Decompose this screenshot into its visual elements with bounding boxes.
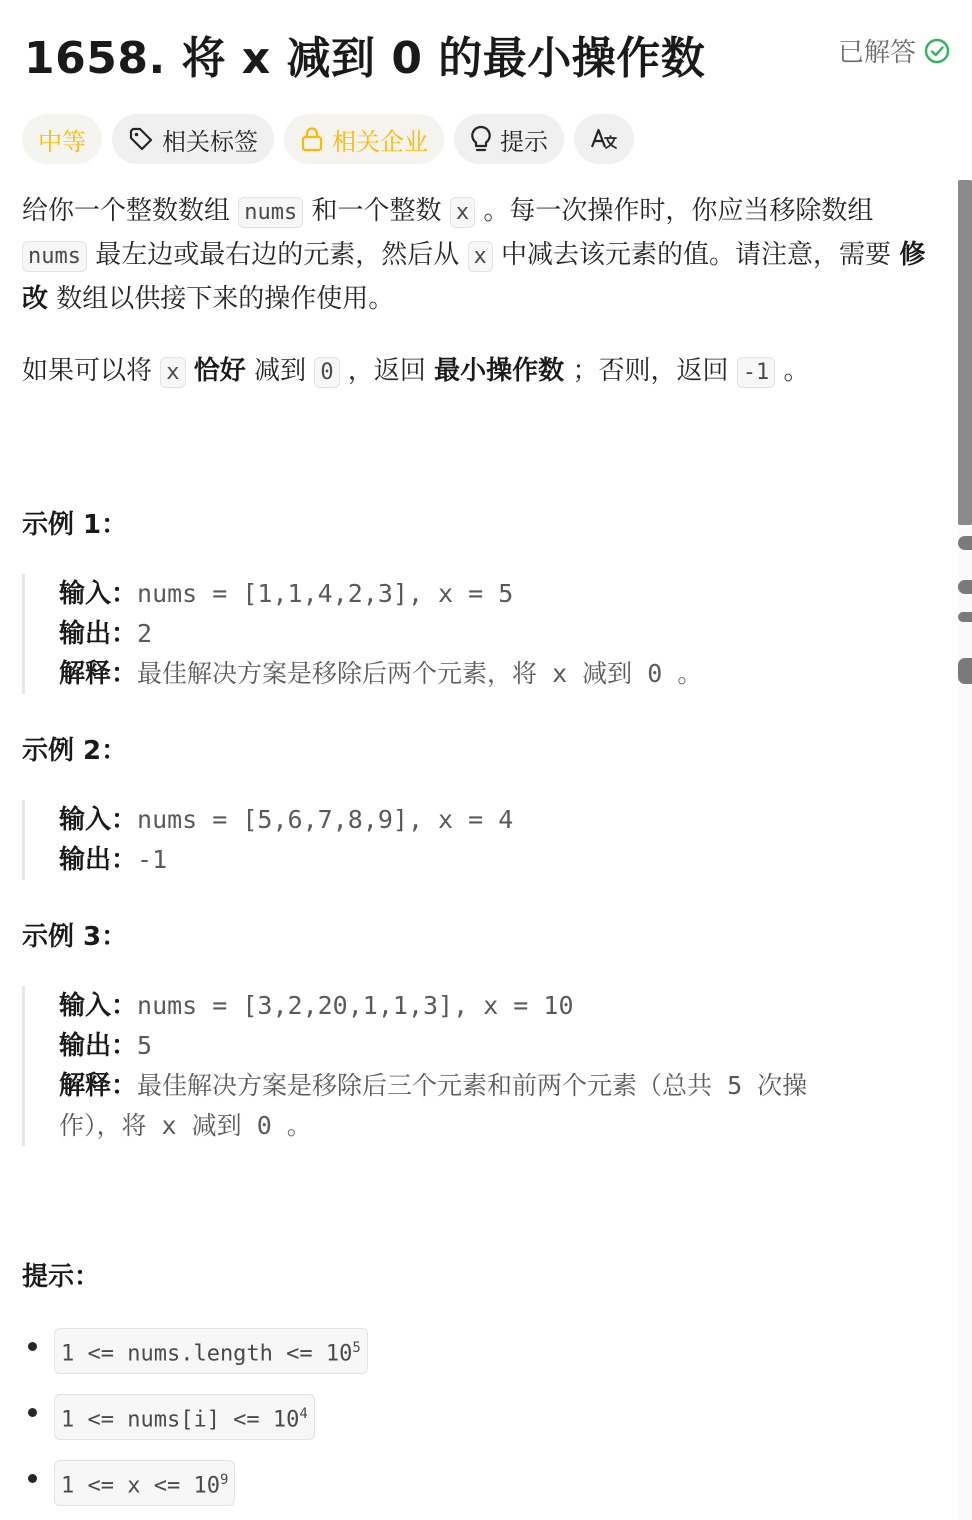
tag-bar [22, 114, 634, 164]
inline-code: x [468, 241, 493, 272]
side-toolbar-handle[interactable] [958, 612, 972, 622]
problem-title: 1658. 将 x 减到 0 的最小操作数 [24, 33, 706, 84]
example-3-block [22, 986, 922, 1146]
text: 中减去该元素的值。请注意，需要 [501, 240, 892, 270]
side-toolbar-handle[interactable] [958, 536, 972, 550]
bullet [28, 1342, 37, 1351]
solved-status [838, 32, 950, 69]
text: 如果可以将 [22, 356, 153, 386]
inline-code: x [450, 197, 475, 228]
difficulty-badge[interactable] [22, 114, 102, 164]
text: 给你一个整数数组 [22, 196, 231, 226]
related-companies-button[interactable] [284, 114, 444, 164]
output-label: 输出： [59, 619, 138, 649]
related-tags-button[interactable] [112, 114, 274, 164]
output-label: 输出： [59, 845, 138, 875]
example-explain-line [59, 1066, 922, 1106]
input-value: nums = [3,2,20,1,1,3], x = 10 [137, 991, 574, 1020]
hint-label: 提示 [500, 127, 548, 156]
explain-label: 解释： [59, 659, 138, 689]
constraint-exponent: 9 [219, 1472, 229, 1488]
example-1-block [22, 574, 922, 694]
solved-label: 已解答 [837, 38, 916, 68]
constraint-code [54, 1394, 315, 1440]
example-input-line [59, 986, 922, 1026]
example-3-title: 示例 3： [22, 922, 128, 952]
scrollbar-thumb[interactable] [958, 180, 972, 525]
constraints-title: 提示： [22, 1262, 101, 1292]
translate-button[interactable] [574, 114, 634, 164]
explain-value: 最佳解决方案是移除后两个元素，将 x 减到 0 。 [137, 659, 703, 688]
output-value: -1 [137, 845, 168, 874]
constraint-text: 1 <= x <= 10 [61, 1473, 220, 1499]
inline-code: nums [238, 197, 303, 228]
text: 和一个整数 [311, 196, 442, 226]
explain-value-continued: 作），将 x 减到 0 。 [59, 1111, 312, 1140]
related-companies-label: 相关企业 [332, 127, 428, 156]
inline-code: x [160, 357, 185, 388]
inline-code: -1 [737, 357, 776, 388]
constraint-exponent: 4 [299, 1406, 308, 1422]
constraint-code [54, 1328, 368, 1374]
check-circle-icon [924, 38, 950, 64]
explain-label: 解释： [59, 1071, 138, 1101]
example-2-title: 示例 2： [22, 736, 128, 766]
constraint-exponent: 5 [352, 1340, 361, 1356]
constraint-code [54, 1460, 235, 1506]
example-explain-line [59, 654, 922, 694]
side-toolbar-handle[interactable] [958, 658, 972, 684]
difficulty-label: 中等 [38, 127, 86, 156]
description-paragraph-2 [22, 350, 942, 394]
text: 最左边或最右边的元素，然后从 [95, 240, 460, 270]
output-label: 输出： [59, 1031, 138, 1061]
input-value: nums = [5,6,7,8,9], x = 4 [137, 805, 514, 834]
text: ，返回 [347, 356, 426, 386]
example-output-line [59, 840, 922, 880]
description-paragraph-1 [22, 190, 942, 320]
example-input-line [59, 800, 922, 840]
bullet [28, 1474, 37, 1483]
tag-icon [128, 126, 154, 152]
bold-text: 恰好 [193, 356, 246, 386]
bold-text: 最小操作数 [434, 356, 565, 386]
input-label: 输入： [59, 579, 138, 609]
hint-button[interactable] [454, 114, 564, 164]
output-value: 2 [137, 619, 153, 648]
explain-value: 最佳解决方案是移除后三个元素和前两个元素（总共 5 次操 [137, 1071, 808, 1100]
lightbulb-icon [470, 125, 492, 153]
related-tags-label: 相关标签 [162, 127, 258, 156]
example-1-title: 示例 1： [22, 510, 128, 540]
inline-code: 0 [314, 357, 339, 388]
list-item [22, 1328, 368, 1394]
text: 。每一次操作时，你应当移除数组 [483, 196, 874, 226]
input-value: nums = [1,1,4,2,3], x = 5 [137, 579, 514, 608]
text: 减到 [254, 356, 307, 386]
bullet [28, 1408, 37, 1417]
constraint-text: 1 <= nums[i] <= 10 [61, 1407, 300, 1433]
example-explain-line-2 [59, 1106, 922, 1146]
constraint-text: 1 <= nums.length <= 10 [61, 1341, 353, 1367]
list-item [22, 1394, 368, 1460]
text: 。 [783, 356, 810, 386]
example-input-line [59, 574, 922, 614]
title-row [24, 20, 954, 84]
text: 数组以供接下来的操作使用。 [56, 284, 395, 314]
translate-icon [590, 126, 618, 152]
lock-icon [300, 126, 324, 152]
bold-text: 修改 [22, 240, 926, 314]
problem-description [22, 190, 942, 394]
constraints-list [22, 1328, 368, 1520]
input-label: 输入： [59, 805, 138, 835]
text: ；否则，返回 [572, 356, 729, 386]
example-output-line [59, 1026, 922, 1066]
list-item [22, 1460, 368, 1520]
input-label: 输入： [59, 991, 138, 1021]
output-value: 5 [137, 1031, 153, 1060]
example-2-block [22, 800, 922, 880]
example-output-line [59, 614, 922, 654]
inline-code: nums [22, 241, 87, 272]
side-toolbar-handle[interactable] [958, 580, 972, 594]
